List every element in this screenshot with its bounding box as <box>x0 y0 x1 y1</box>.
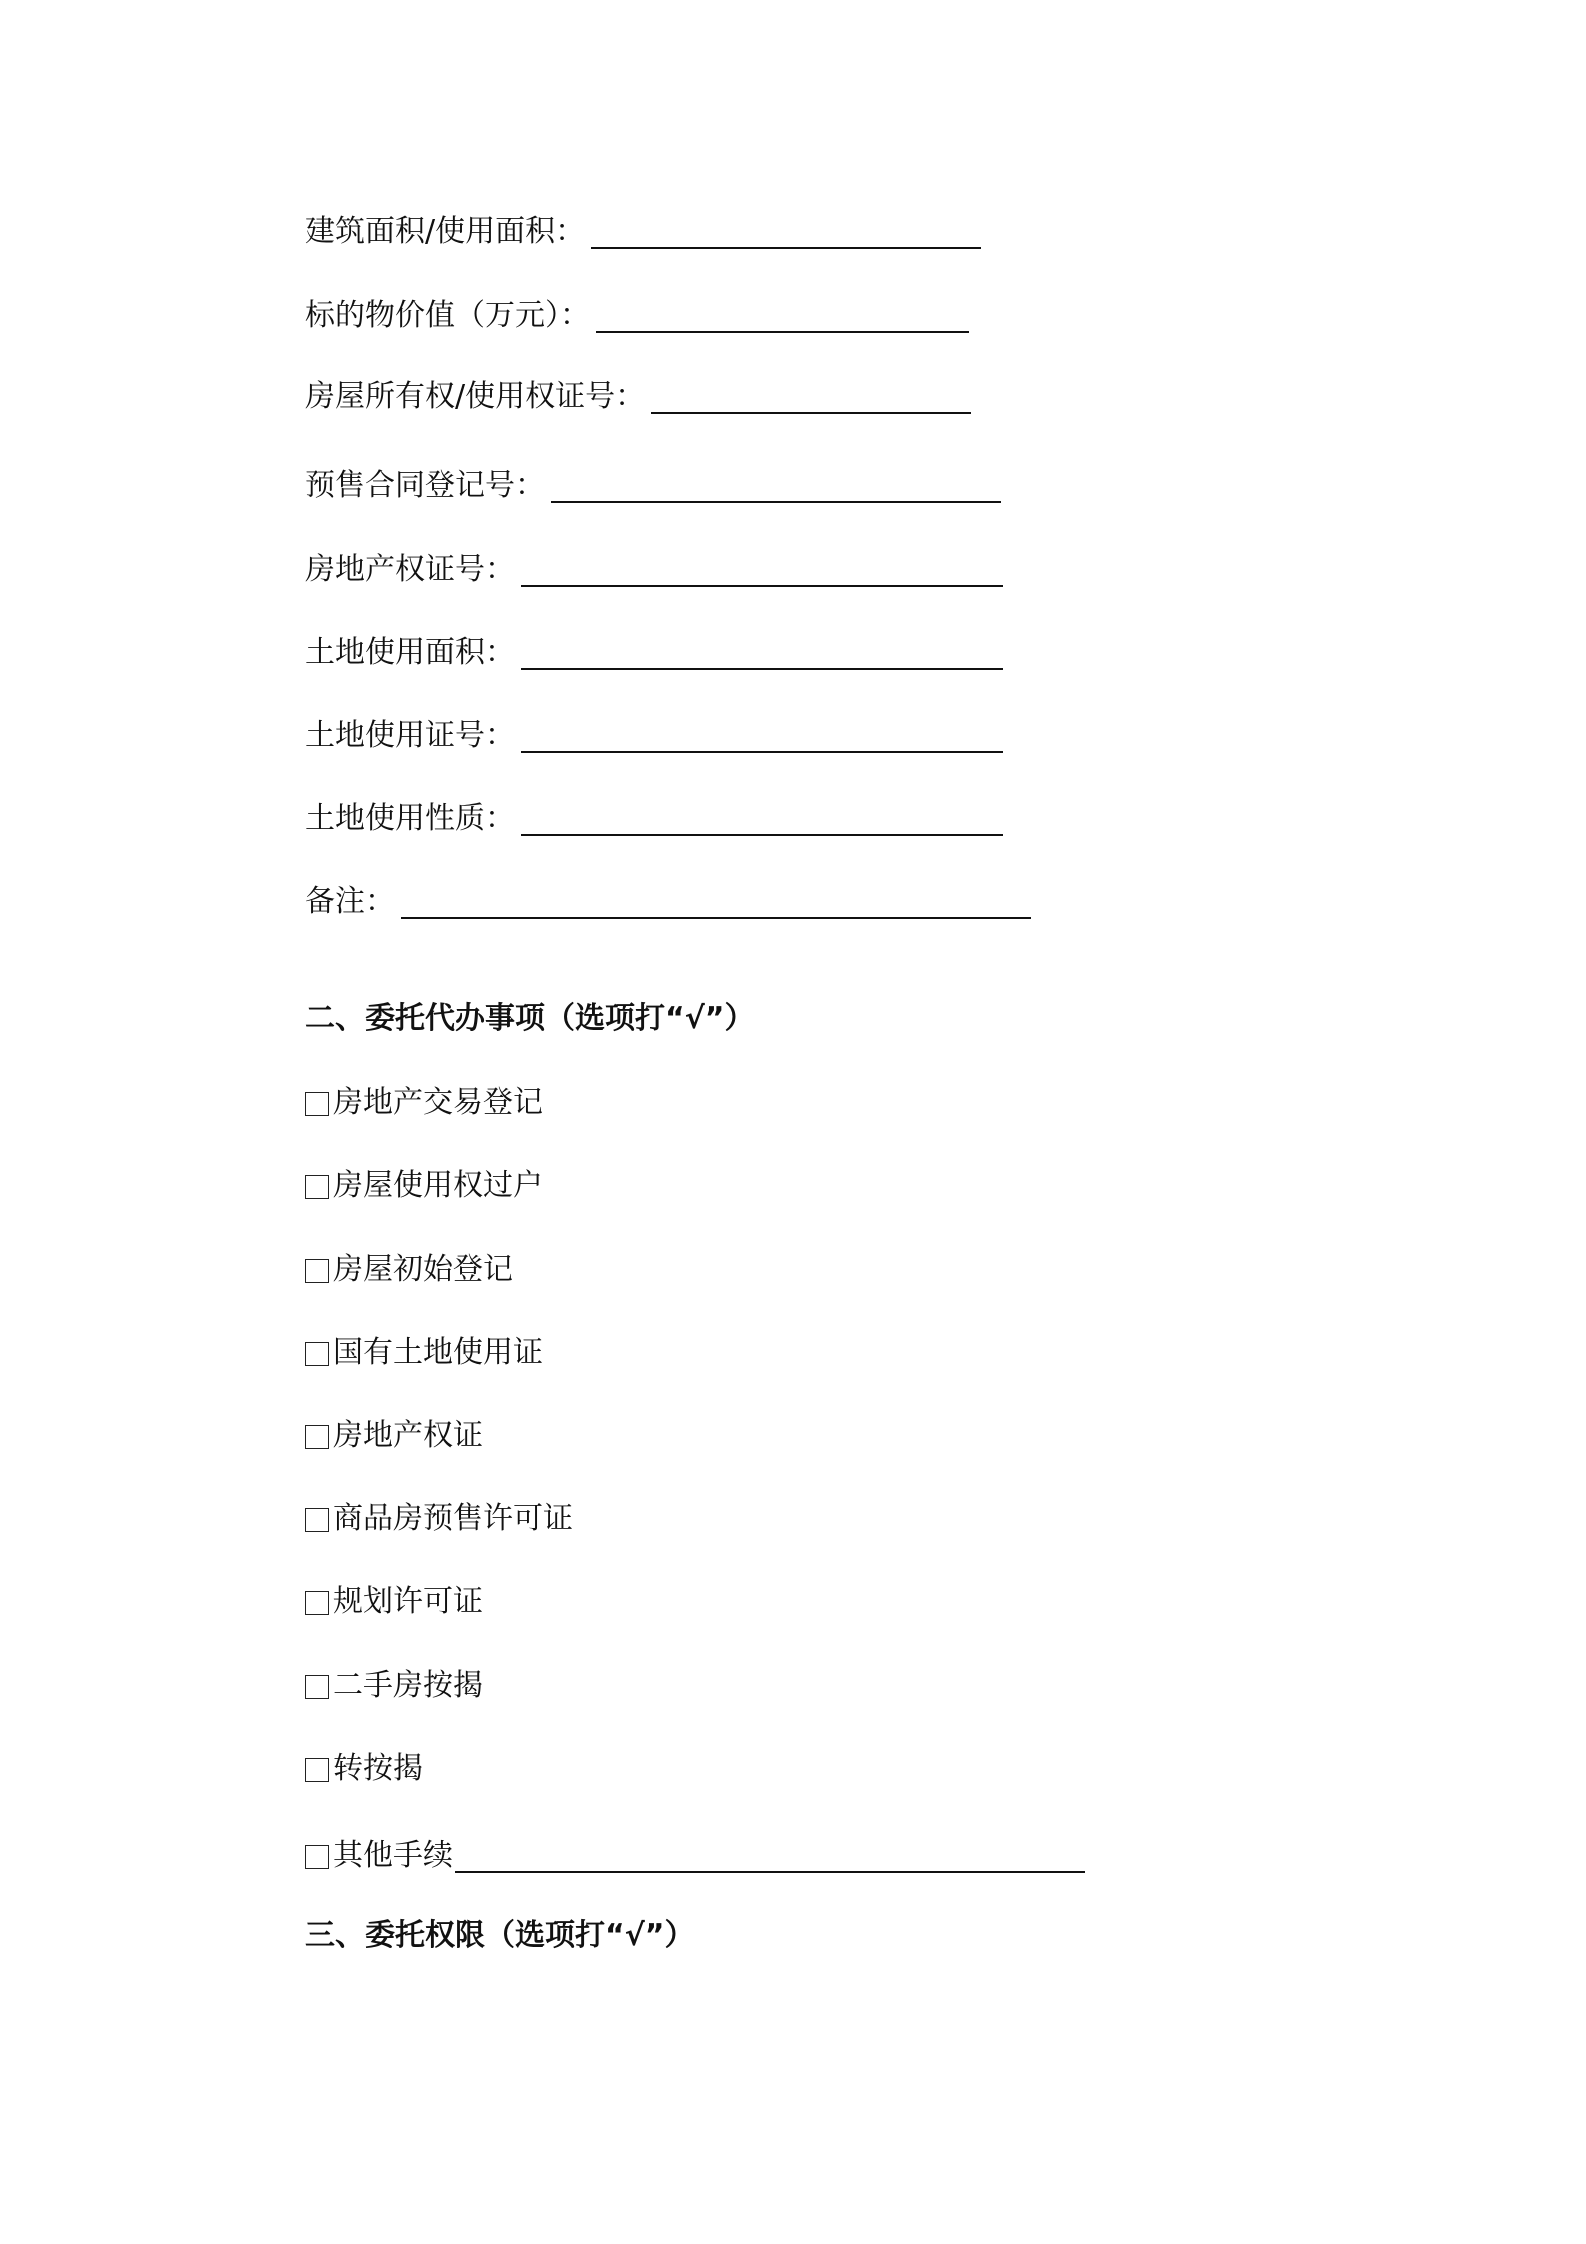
option-item <box>305 1666 483 1706</box>
fill-in-line[interactable] <box>521 585 1003 587</box>
option-label: 房地产交易登记 <box>333 1085 543 1120</box>
field-label: 土地使用性质： <box>305 801 515 836</box>
option-label: 房屋初始登记 <box>333 1252 513 1287</box>
option-item-other <box>305 1836 1085 1876</box>
checkbox[interactable] <box>305 1425 329 1449</box>
field-label: 土地使用证号： <box>305 718 515 753</box>
option-label: 国有土地使用证 <box>333 1335 543 1370</box>
field-label: 预售合同登记号： <box>305 468 545 503</box>
option-item <box>305 1582 483 1622</box>
field-label: 标的物价值（万元）： <box>305 298 590 333</box>
fill-in-line[interactable] <box>401 917 1031 919</box>
checkbox[interactable] <box>305 1675 329 1699</box>
option-item <box>305 1499 573 1539</box>
checkbox[interactable] <box>305 1259 329 1283</box>
option-label: 商品房预售许可证 <box>333 1501 573 1536</box>
fill-in-line[interactable] <box>596 331 969 333</box>
fill-in-line[interactable] <box>551 501 1001 503</box>
field-label: 备注： <box>305 884 395 919</box>
field-land-area <box>305 633 1003 673</box>
option-item <box>305 1749 423 1789</box>
fill-in-line[interactable] <box>455 1871 1085 1873</box>
fill-in-line[interactable] <box>521 668 1003 670</box>
option-item <box>305 1416 483 1456</box>
option-label: 转按揭 <box>333 1751 423 1786</box>
fill-in-line[interactable] <box>521 751 1003 753</box>
option-label: 其他手续 <box>333 1838 453 1873</box>
option-item <box>305 1166 543 1206</box>
field-label: 房地产权证号： <box>305 552 515 587</box>
field-remarks <box>305 882 1031 922</box>
option-label: 房地产权证 <box>333 1418 483 1453</box>
checkbox[interactable] <box>305 1758 329 1782</box>
field-realestate-cert-no <box>305 550 1003 590</box>
field-subject-value <box>305 296 969 336</box>
section-2-heading: 二、委托代办事项（选项打“√”） <box>305 1001 755 1036</box>
field-building-area <box>305 212 981 252</box>
field-label: 建筑面积/使用面积： <box>305 214 586 249</box>
field-land-use-nature <box>305 799 1003 839</box>
option-item <box>305 1083 543 1123</box>
field-label: 土地使用面积： <box>305 635 515 670</box>
checkbox[interactable] <box>305 1591 329 1615</box>
fill-in-line[interactable] <box>591 247 981 249</box>
field-label: 房屋所有权/使用权证号： <box>305 379 646 414</box>
checkbox[interactable] <box>305 1092 329 1116</box>
checkbox[interactable] <box>305 1175 329 1199</box>
option-label: 房屋使用权过户 <box>333 1168 543 1203</box>
checkbox[interactable] <box>305 1508 329 1532</box>
checkbox[interactable] <box>305 1845 329 1869</box>
fill-in-line[interactable] <box>651 412 971 414</box>
option-label: 二手房按揭 <box>333 1668 483 1703</box>
option-label: 规划许可证 <box>333 1584 483 1619</box>
section-3-heading: 三、委托权限（选项打“√”） <box>305 1918 695 1953</box>
field-land-cert-no <box>305 716 1003 756</box>
fill-in-line[interactable] <box>521 834 1003 836</box>
field-presale-contract-no <box>305 466 1001 506</box>
field-ownership-cert-no <box>305 377 971 417</box>
option-item <box>305 1333 543 1373</box>
checkbox[interactable] <box>305 1342 329 1366</box>
option-item <box>305 1250 513 1290</box>
